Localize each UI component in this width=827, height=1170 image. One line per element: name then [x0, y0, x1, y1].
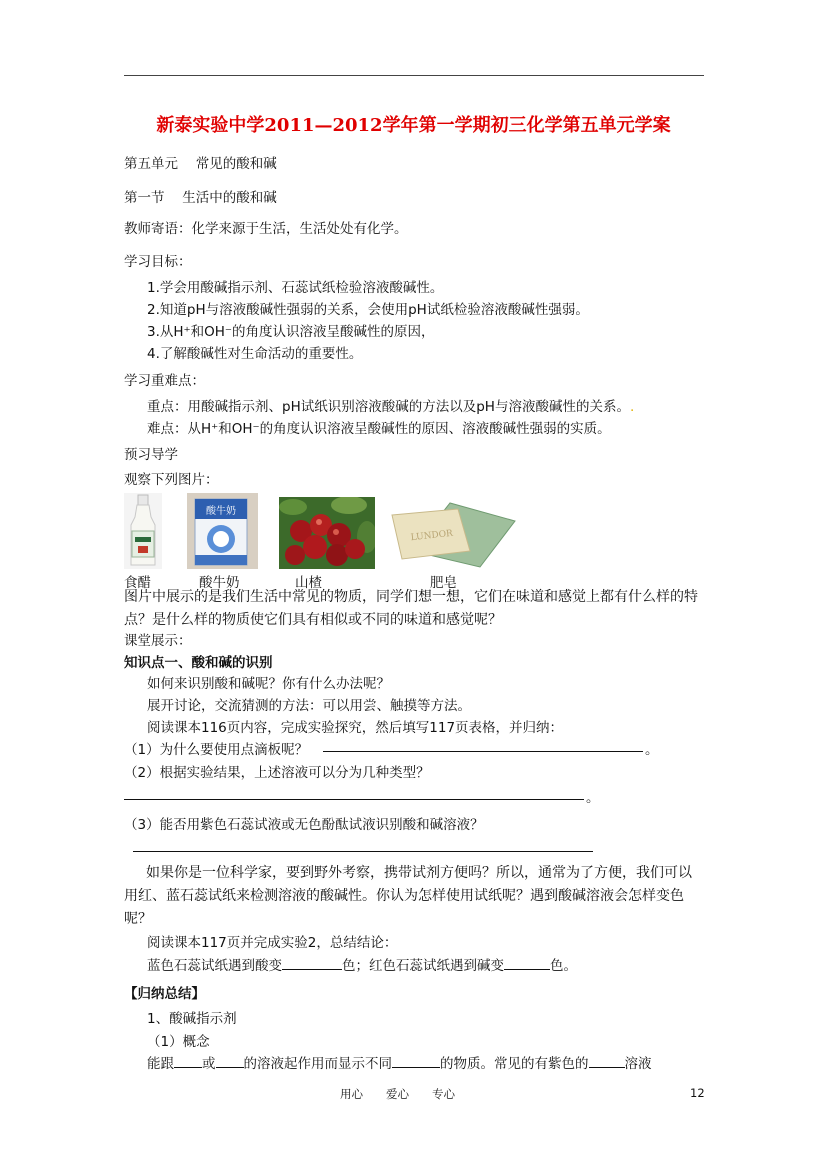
soap-label: LUNDOR [410, 528, 454, 544]
keypoint-body: 重点：用酸碱指示剂、pH试纸识别溶液酸碱的方法以及pH与溶液酸碱性的关系。 [147, 399, 630, 415]
blank-concept-4 [589, 1055, 625, 1068]
preview-heading: 预习导学 [124, 447, 178, 463]
concept-part-1: 能跟 [147, 1056, 174, 1072]
concept-heading: （1）概念 [147, 1034, 210, 1050]
yogurt-image [187, 493, 258, 569]
blank-concept-3 [392, 1055, 440, 1068]
concept-part-2: 或 [202, 1056, 216, 1072]
hawthorn-image [279, 497, 375, 569]
keypoints-heading: 学习重难点： [124, 373, 205, 389]
stray-mark: . [629, 399, 635, 415]
litmus-part-c: 色。 [550, 958, 577, 974]
reading-instruction: 阅读课本116页内容，完成实验探究，然后填写117页表格，并归纳： [147, 720, 564, 736]
question-intro: 如何来识别酸和碱呢？你有什么办法呢？ [147, 676, 390, 692]
question-2: （2）根据实验结果，上述溶液可以分为几种类型？ [124, 765, 430, 781]
goal-item: 3.从H⁺和OH⁻的角度认识溶液呈酸碱性的原因， [147, 324, 435, 340]
intro-paragraph: 图片中展示的是我们生活中常见的物质，同学们想一想，它们在味道和感觉上都有什么样的特点？是什么样的物质使它们具有相似或不同的味道和感觉呢？ [124, 589, 698, 628]
kp1-heading: 知识点一、酸和碱的识别 [124, 655, 273, 671]
caption-yogurt: 酸牛奶 [199, 575, 240, 591]
blank-concept-2 [216, 1055, 244, 1068]
litmus-sentence [147, 954, 577, 974]
concept-part-3: 的溶液起作用而显示不同 [243, 1056, 392, 1072]
answer-line-1 [323, 751, 643, 752]
concept-part-4: 的物质。常见的有紫色的 [440, 1056, 589, 1072]
caption-soap: 肥皂 [430, 575, 457, 591]
question-1-end: 。 [645, 742, 659, 758]
teacher-quote: 教师寄语：化学来源于生活，生活处处有化学。 [124, 221, 408, 237]
litmus-part-b: 色；红色石蕊试纸遇到碱变 [342, 958, 504, 974]
goal-item: 2.知道pH与溶液酸碱性强弱的关系，会使用pH试纸检验溶液酸碱性强弱。 [147, 302, 589, 318]
blank-concept-1 [174, 1055, 202, 1068]
scientist-paragraph: 如果你是一位科学家，要到野外考察，携带试剂方便吗？所以，通常为了方便，我们可以用红、蓝石蕊试纸来检测溶液的酸碱性。你认为怎样使用试纸呢？遇到酸碱溶液会怎样变色呢？ [124, 865, 692, 927]
indicator-heading: 1、酸碱指示剂 [147, 1011, 237, 1027]
caption-vinegar: 食醋 [124, 575, 151, 591]
footer-text: 用心 爱心 专心 [340, 1087, 455, 1101]
reading-instruction-2: 阅读课本117页并完成实验2，总结结论： [147, 935, 398, 951]
section-heading: 第一节 生活中的酸和碱 [124, 190, 277, 206]
yogurt-label: 酸牛奶 [206, 506, 236, 517]
question-3: （3）能否用紫色石蕊试液或无色酚酞试液识别酸和碱溶液？ [124, 817, 484, 833]
class-heading: 课堂展示： [124, 633, 192, 649]
concept-part-5: 溶液 [624, 1056, 652, 1072]
question-1: （1）为什么要使用点滴板呢？ [124, 742, 309, 758]
goal-item: 4.了解酸碱性对生命活动的重要性。 [147, 346, 363, 362]
caption-hawthorn: 山楂 [295, 575, 322, 591]
vinegar-image [124, 493, 162, 569]
answer-line-3 [133, 851, 593, 852]
observe-text: 观察下列图片： [124, 472, 219, 488]
page-number: 12 [690, 1086, 705, 1100]
litmus-part-a: 蓝色石蕊试纸遇到酸变 [147, 958, 282, 974]
page-title: 新泰实验中学2011—2012学年第一学期初三化学第五单元学案 [156, 115, 671, 136]
goal-item: 1.学会用酸碱指示剂、石蕊试纸检验溶液酸碱性。 [147, 280, 444, 296]
blank-litmus-2 [504, 957, 550, 970]
discussion-text: 展开讨论，交流猜测的方法：可以用尝、触摸等方法。 [147, 698, 471, 714]
answer-line-2 [124, 799, 584, 800]
blank-litmus-1 [282, 957, 342, 970]
keypoint-text [147, 395, 634, 415]
concept-sentence [147, 1052, 652, 1072]
difficulty-text: 难点：从H⁺和OH⁻的角度认识溶液呈酸碱性的原因、溶液酸碱性强弱的实质。 [147, 421, 611, 437]
soap-image [388, 493, 517, 569]
goals-heading: 学习目标： [124, 254, 192, 270]
summary-heading: 【归纳总结】 [124, 986, 205, 1002]
question-2-end: 。 [586, 790, 600, 806]
header-rule [124, 75, 704, 76]
unit-heading: 第五单元 常见的酸和碱 [124, 156, 277, 172]
